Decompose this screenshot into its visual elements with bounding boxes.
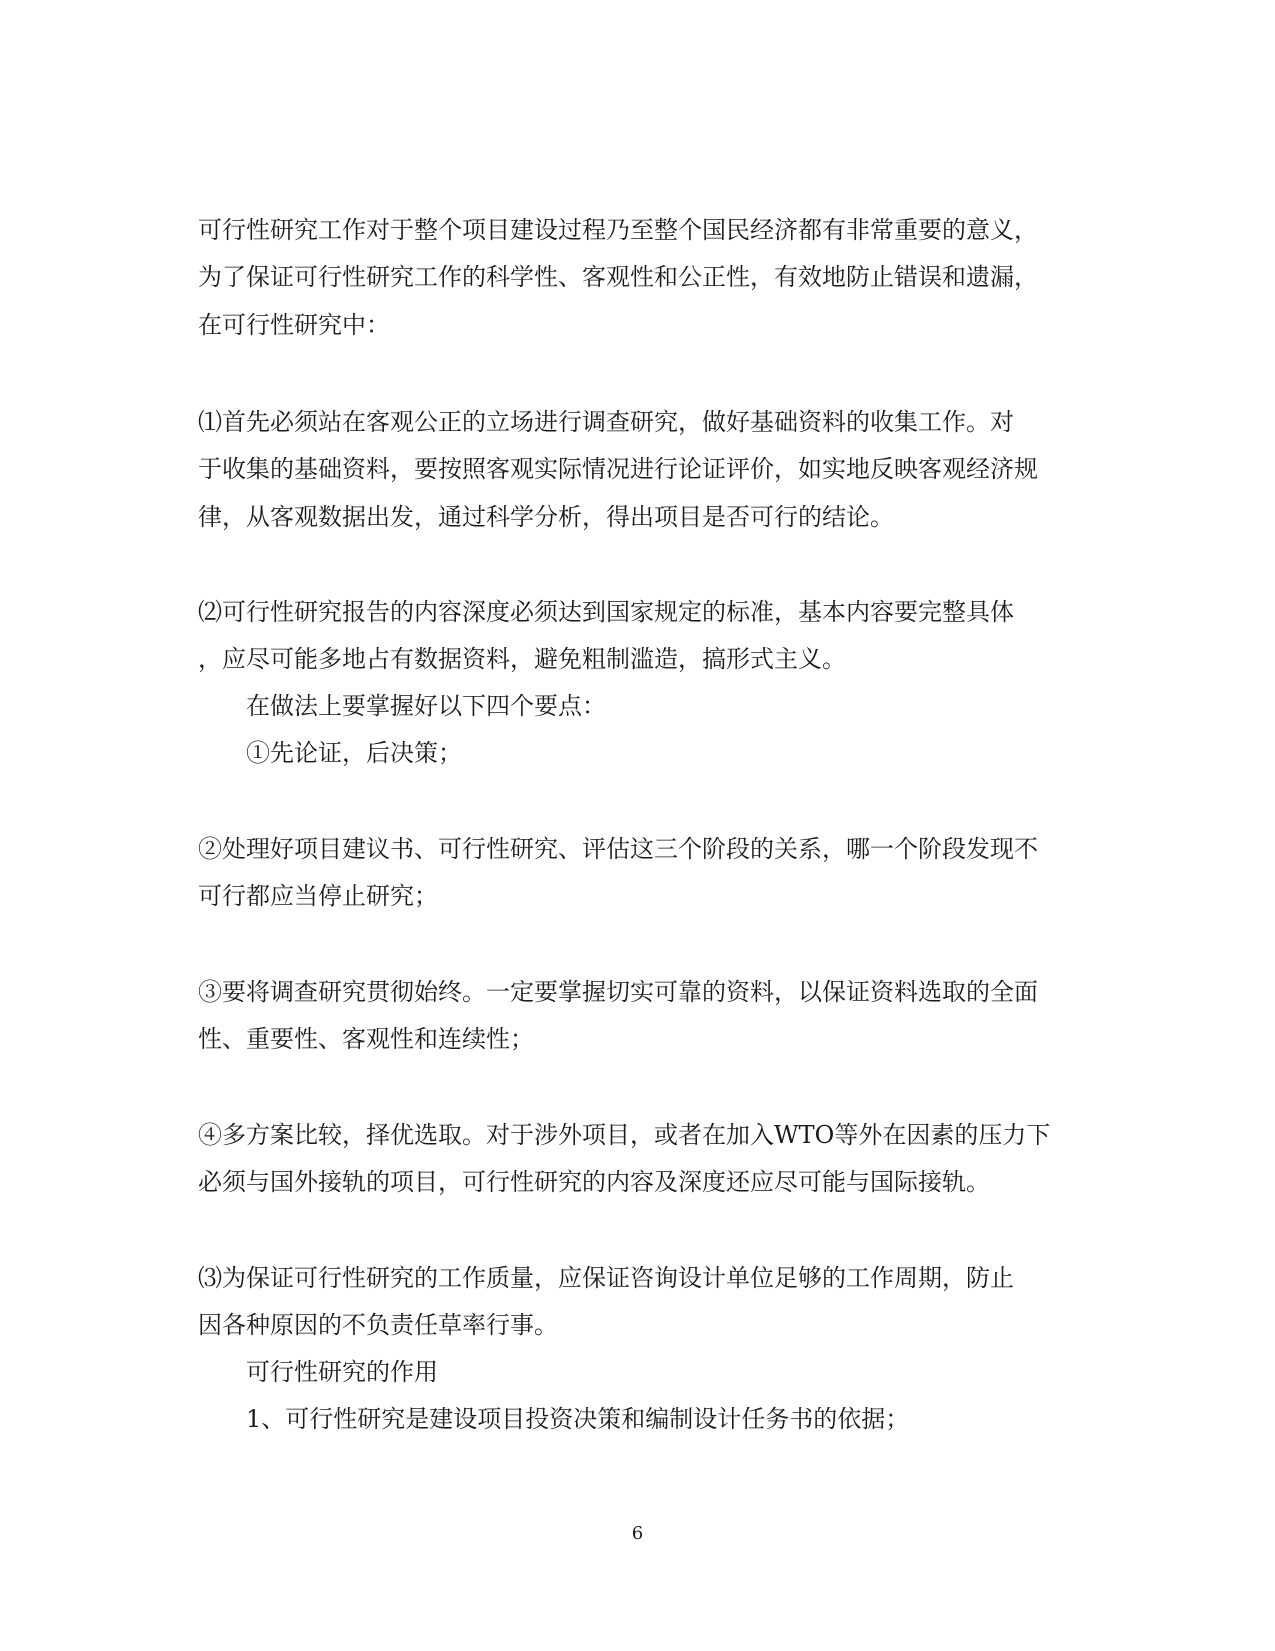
- body-text-line: 因各种原因的不负责任草率行事。: [198, 1311, 558, 1339]
- body-text-line: 性、重要性、客观性和连续性；: [198, 1025, 534, 1053]
- body-text-line: 律，从客观数据出发，通过科学分析，得出项目是否可行的结论。: [198, 503, 894, 531]
- section-heading: 可行性研究的作用: [246, 1358, 438, 1386]
- body-text-line: 必须与国外接轨的项目，可行性研究的内容及深度还应尽可能与国际接轨。: [198, 1168, 990, 1196]
- body-text-line: 为了保证可行性研究工作的科学性、客观性和公正性，有效地防止错误和遗漏，: [198, 263, 1038, 291]
- list-item: ①先论证，后决策；: [246, 739, 462, 767]
- list-item: ④多方案比较，择优选取。对于涉外项目，或者在加入WTO等外在因素的压力下: [198, 1121, 1051, 1149]
- body-text-line: ⑵可行性研究报告的内容深度必须达到国家规定的标准，基本内容要完整具体: [198, 598, 1014, 626]
- body-text-line: 于收集的基础资料，要按照客观实际情况进行论证评价，如实地反映客观经济规: [198, 455, 1038, 483]
- body-text-line: 在可行性研究中：: [198, 311, 390, 339]
- body-text-line: ⑴首先必须站在客观公正的立场进行调查研究，做好基础资料的收集工作。对: [198, 408, 1014, 436]
- body-text-line: 可行都应当停止研究；: [198, 882, 438, 910]
- list-item: ③要将调查研究贯彻始终。一定要掌握切实可靠的资料，以保证资料选取的全面: [198, 978, 1038, 1006]
- list-item: ②处理好项目建议书、可行性研究、评估这三个阶段的关系，哪一个阶段发现不: [198, 835, 1038, 863]
- body-text-line: 在做法上要掌握好以下四个要点：: [246, 692, 606, 720]
- list-item: 1、可行性研究是建设项目投资决策和编制设计任务书的依据；: [246, 1405, 910, 1433]
- body-text-line: ⑶为保证可行性研究的工作质量，应保证咨询设计单位足够的工作周期，防止: [198, 1264, 1014, 1292]
- page-number: 6: [631, 1523, 644, 1544]
- body-text-line: 可行性研究工作对于整个项目建设过程乃至整个国民经济都有非常重要的意义，: [198, 216, 1038, 244]
- body-text-line: ，应尽可能多地占有数据资料，避免粗制滥造，搞形式主义。: [198, 645, 846, 673]
